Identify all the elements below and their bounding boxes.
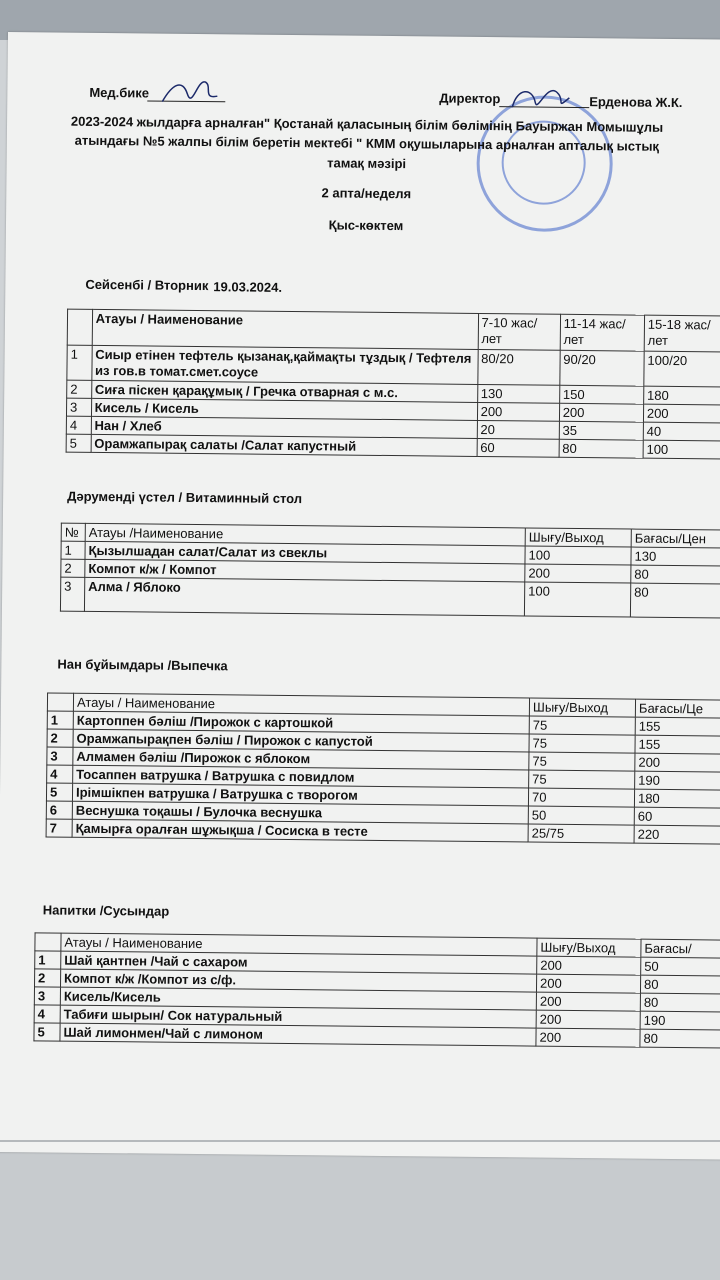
portion-15-18: 100/20 [644,351,720,387]
medbike-signature [157,74,227,110]
item-price: 155 [635,735,720,754]
item-name: Қызылшадан салат/Салат из свеклы [85,541,525,564]
item-price: 155 [635,717,720,736]
row-number: 3 [47,747,73,765]
item-price: 190 [640,1011,720,1030]
menu-table [66,309,720,460]
row-number: 4 [66,416,91,434]
season-label: Қыс-көктем [328,217,404,234]
director-label: Директор [439,90,501,107]
item-name: Кисель/Кисель [60,987,536,1010]
drinks-section-title: Напитки /Сусындар [42,902,170,919]
header-cell: Атауы / Наименование [61,933,537,956]
portion-7-10: 200 [477,402,559,421]
dish-name: Кисель / Кисель [91,398,477,420]
item-price: 80 [630,583,720,618]
row-number: 3 [60,577,84,611]
row-number: 2 [61,559,85,577]
director-signature [507,77,577,118]
item-price: 220 [634,825,720,844]
item-price: 200 [635,753,720,772]
portion-11-14: 200 [559,403,643,422]
bakery-table [46,692,720,844]
header-cell: Атауы / Наименование [73,693,529,716]
header-cell: 11-14 жас/ лет [560,314,645,351]
portion-7-10: 130 [477,384,559,403]
item-price: 80 [631,565,720,584]
item-output: 50 [528,806,634,825]
row-number: 6 [46,801,72,819]
item-name: Алмамен бәліш /Пирожок с яблоком [73,747,529,770]
portion-15-18: 100 [643,440,720,459]
dish-name: Нан / Хлеб [91,416,477,438]
header-cell [47,693,73,711]
header-cell: Атауы / Наименование [92,309,478,349]
row-number: 3 [34,987,60,1005]
row-number: 7 [46,819,72,837]
item-price: 190 [635,771,720,790]
item-output: 75 [529,770,635,789]
header-cell: 15-18 жас/ лет [644,315,720,352]
item-output: 200 [536,1010,640,1029]
dish-name: Сиыр етінен тефтель қызанақ,қаймақты тұздық / Тефтеля из гов.в томат.смет.соусе [91,345,477,384]
portion-7-10: 20 [477,420,559,439]
row-number: 1 [35,951,61,969]
row-number: 1 [61,541,85,559]
title-line-1: 2023-2024 жылдарға арналған" Қостанай қаласының білім бөлімінің Бауыржан Момышұлы [70,113,664,135]
portion-11-14: 35 [559,421,643,440]
item-output: 70 [528,788,634,807]
item-output: 200 [536,992,640,1011]
title-line-3: тамақ мәзірі [327,155,407,172]
row-number: 4 [47,765,73,783]
header-cell: Бағасы/Цен [631,529,720,548]
item-output: 200 [536,1028,640,1047]
item-name: Алма / Яблоко [84,577,524,616]
portion-7-10: 80/20 [477,349,559,385]
day-label: Сейсенбі / Вторник [85,276,209,294]
item-price: 50 [641,957,720,976]
row-number: 5 [46,783,72,801]
date-label: 19.03.2024. [213,279,283,295]
item-name: Картоппен бәліш /Пирожок с картошкой [73,711,529,734]
header-cell: № [61,523,85,541]
header-cell: Шығу/Выход [537,938,641,957]
item-name: Компот к/ж / Компот [85,559,525,582]
bakery-section-title: Нан бұйымдары /Выпечка [57,656,228,674]
header-cell: 7-10 жас/ лет [478,313,560,350]
portion-15-18: 180 [643,386,720,405]
title-line-2: атындағы №5 жалпы білім беретін мектебі " КММ оқушыларына арналған апталық ыстық [74,132,660,154]
item-name: Ірімшікпен ватрушка / Ватрушка с творогом [72,783,528,806]
item-name: Шай қантпен /Чай с сахаром [61,951,537,974]
paper-edge [0,1140,720,1142]
item-name: Табиғи шырын/ Сок натуральный [60,1005,536,1028]
header-cell [35,933,61,951]
item-price: 180 [634,789,720,808]
background-bottom [0,1150,720,1280]
row-number: 2 [47,729,73,747]
row-number: 2 [67,380,92,398]
portion-11-14: 90/20 [560,350,645,386]
vitamin-table [60,523,720,619]
item-output: 200 [537,956,641,975]
header-cell [67,309,92,345]
item-name: Орамжапырақпен бәліш / Пирожок с капустой [73,729,529,752]
row-number: 3 [66,398,91,416]
director-name: Ерденова Ж.К. [589,94,683,111]
item-name: Шай лимонмен/Чай с лимоном [60,1023,536,1046]
week-label: 2 апта/неделя [321,185,412,202]
item-name: Веснушка тоқашы / Булочка веснушка [72,801,528,824]
item-name: Компот к/ж /Компот из с/ф. [61,969,537,992]
header-cell: Шығу/Выход [525,528,631,547]
row-number: 2 [35,969,61,987]
row-number: 4 [34,1005,60,1023]
header-cell: Бағасы/ [641,939,720,958]
header-cell: Шығу/Выход [529,698,635,717]
portion-11-14: 150 [559,385,643,404]
row-number: 5 [66,434,91,452]
header-cell: Атауы /Наименование [85,523,525,546]
portion-15-18: 40 [643,422,720,441]
item-name: Қамырға оралған шұжықша / Сосиска в тесте [72,819,528,842]
item-price: 130 [631,547,720,566]
document-sheet [0,32,720,1160]
header-cell: Бағасы/Це [635,699,720,718]
portion-7-10: 60 [477,438,559,457]
dish-name: Орамжапырақ салаты /Салат капустный [91,434,477,456]
item-output: 100 [524,582,630,617]
item-output: 75 [529,734,635,753]
item-price: 80 [640,1029,720,1048]
item-output: 75 [529,716,635,735]
table-row [60,577,720,618]
item-price: 80 [640,993,720,1012]
row-number: 1 [67,345,92,380]
portion-11-14: 80 [559,439,643,458]
item-output: 75 [529,752,635,771]
item-output: 200 [525,564,631,583]
row-number: 1 [47,711,73,729]
drinks-table [33,932,720,1048]
dish-name: Сиға піскен қарақұмық / Гречка отварная с м.с. [91,380,477,402]
item-output: 100 [525,546,631,565]
item-output: 200 [536,974,640,993]
row-number: 5 [34,1023,60,1041]
item-price: 60 [634,807,720,826]
vitamin-section-title: Дәруменді үстел / Витаминный стол [67,488,303,507]
portion-15-18: 200 [643,404,720,423]
item-price: 80 [640,975,720,994]
medbike-label: Мед.бике [89,84,150,101]
item-name: Тосаппен ватрушка / Ватрушка с повидлом [73,765,529,788]
item-output: 25/75 [528,824,634,843]
